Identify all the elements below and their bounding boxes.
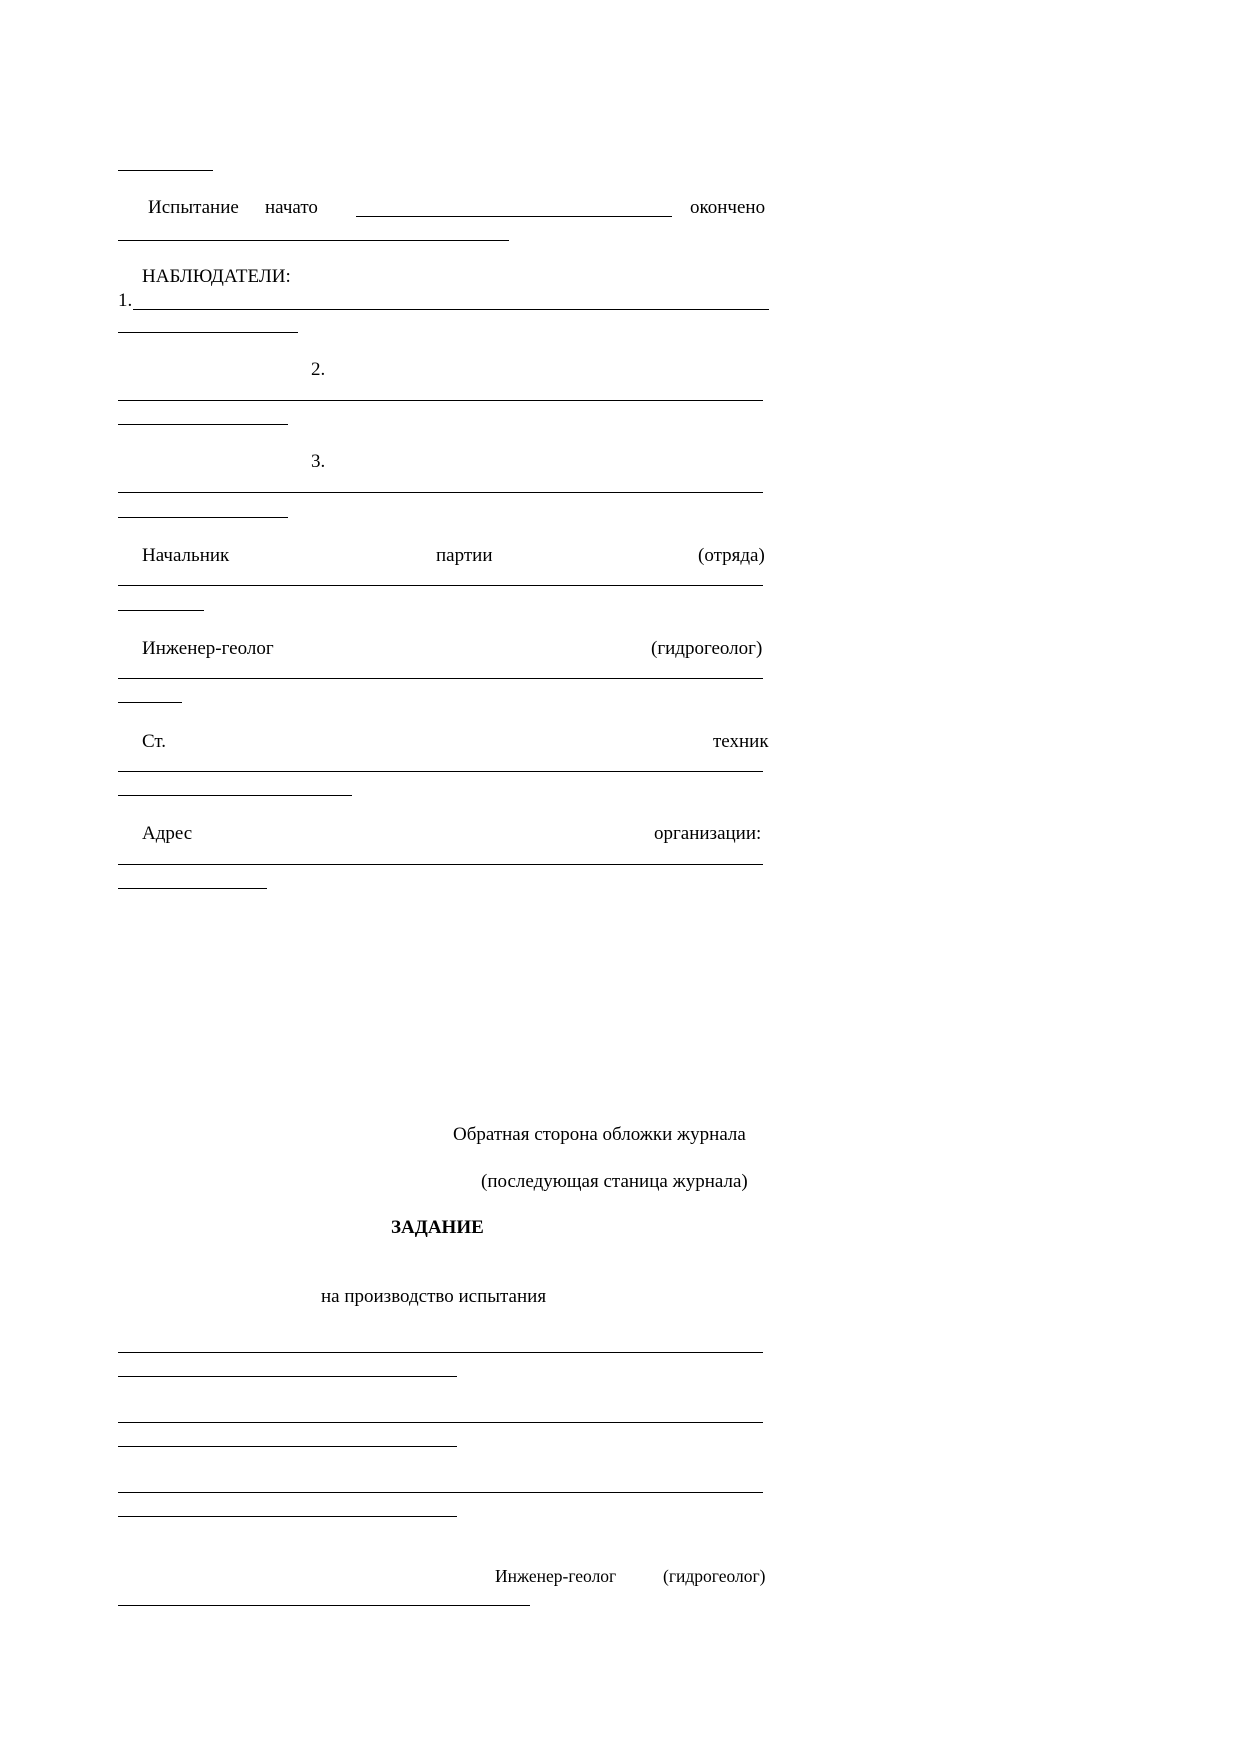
- chief-word-3: (отряда): [698, 545, 765, 566]
- assignment-field-3[interactable]: [118, 1492, 763, 1493]
- test-started-label: Испытание: [148, 197, 239, 218]
- assignment-field-2[interactable]: [118, 1422, 763, 1423]
- senior-field-cont[interactable]: [118, 795, 352, 796]
- engineer-field[interactable]: [118, 678, 763, 679]
- chief-field[interactable]: [118, 585, 763, 586]
- observer-1-field-cont[interactable]: [118, 332, 298, 333]
- engineer-word-1: Инженер-геолог: [142, 638, 274, 659]
- senior-word-2: техник: [713, 731, 769, 752]
- observer-2-number: 2.: [311, 359, 326, 380]
- back-cover-line-1: Обратная сторона обложки журнала: [453, 1124, 746, 1145]
- observer-3-field-cont[interactable]: [118, 517, 288, 518]
- assignment-subtitle: на производство испытания: [321, 1286, 547, 1307]
- assignment-signer-field[interactable]: [118, 1605, 530, 1606]
- observers-heading: НАБЛЮДАТЕЛИ:: [142, 266, 291, 287]
- senior-word-1: Ст.: [142, 731, 167, 752]
- observer-3-number: 3.: [311, 451, 326, 472]
- assignment-field-3-cont[interactable]: [118, 1516, 457, 1517]
- chief-field-cont[interactable]: [118, 610, 204, 611]
- back-cover-line-2: (последующая станица журнала): [481, 1171, 748, 1192]
- senior-field[interactable]: [118, 771, 763, 772]
- engineer-word-2: (гидрогеолог): [651, 638, 763, 659]
- address-field[interactable]: [118, 864, 763, 865]
- test-started-word: начато: [265, 197, 318, 218]
- observer-2-field-cont[interactable]: [118, 424, 288, 425]
- assignment-title: ЗАДАНИЕ: [391, 1217, 484, 1238]
- chief-word-2: партии: [436, 545, 493, 566]
- assignment-field-1-cont[interactable]: [118, 1376, 457, 1377]
- engineer-field-cont[interactable]: [118, 702, 182, 703]
- finish-date-field[interactable]: [118, 240, 509, 241]
- observer-1-number: 1.: [118, 290, 133, 311]
- start-date-field[interactable]: [356, 216, 672, 217]
- assignment-field-2-cont[interactable]: [118, 1446, 457, 1447]
- test-finished-label: окончено: [690, 197, 766, 218]
- observer-2-field[interactable]: [118, 400, 763, 401]
- chief-word-1: Начальник: [142, 545, 230, 566]
- assignment-field-1[interactable]: [118, 1352, 763, 1353]
- observer-1-field[interactable]: [133, 309, 769, 310]
- assignment-signer-word-1: Инженер-геолог: [495, 1566, 617, 1586]
- observer-3-field[interactable]: [118, 492, 763, 493]
- assignment-signer-word-2: (гидрогеолог): [663, 1566, 766, 1586]
- address-field-cont[interactable]: [118, 888, 267, 889]
- address-word-2: организации:: [654, 823, 762, 844]
- fill-line: [118, 170, 213, 171]
- address-word-1: Адрес: [142, 823, 193, 844]
